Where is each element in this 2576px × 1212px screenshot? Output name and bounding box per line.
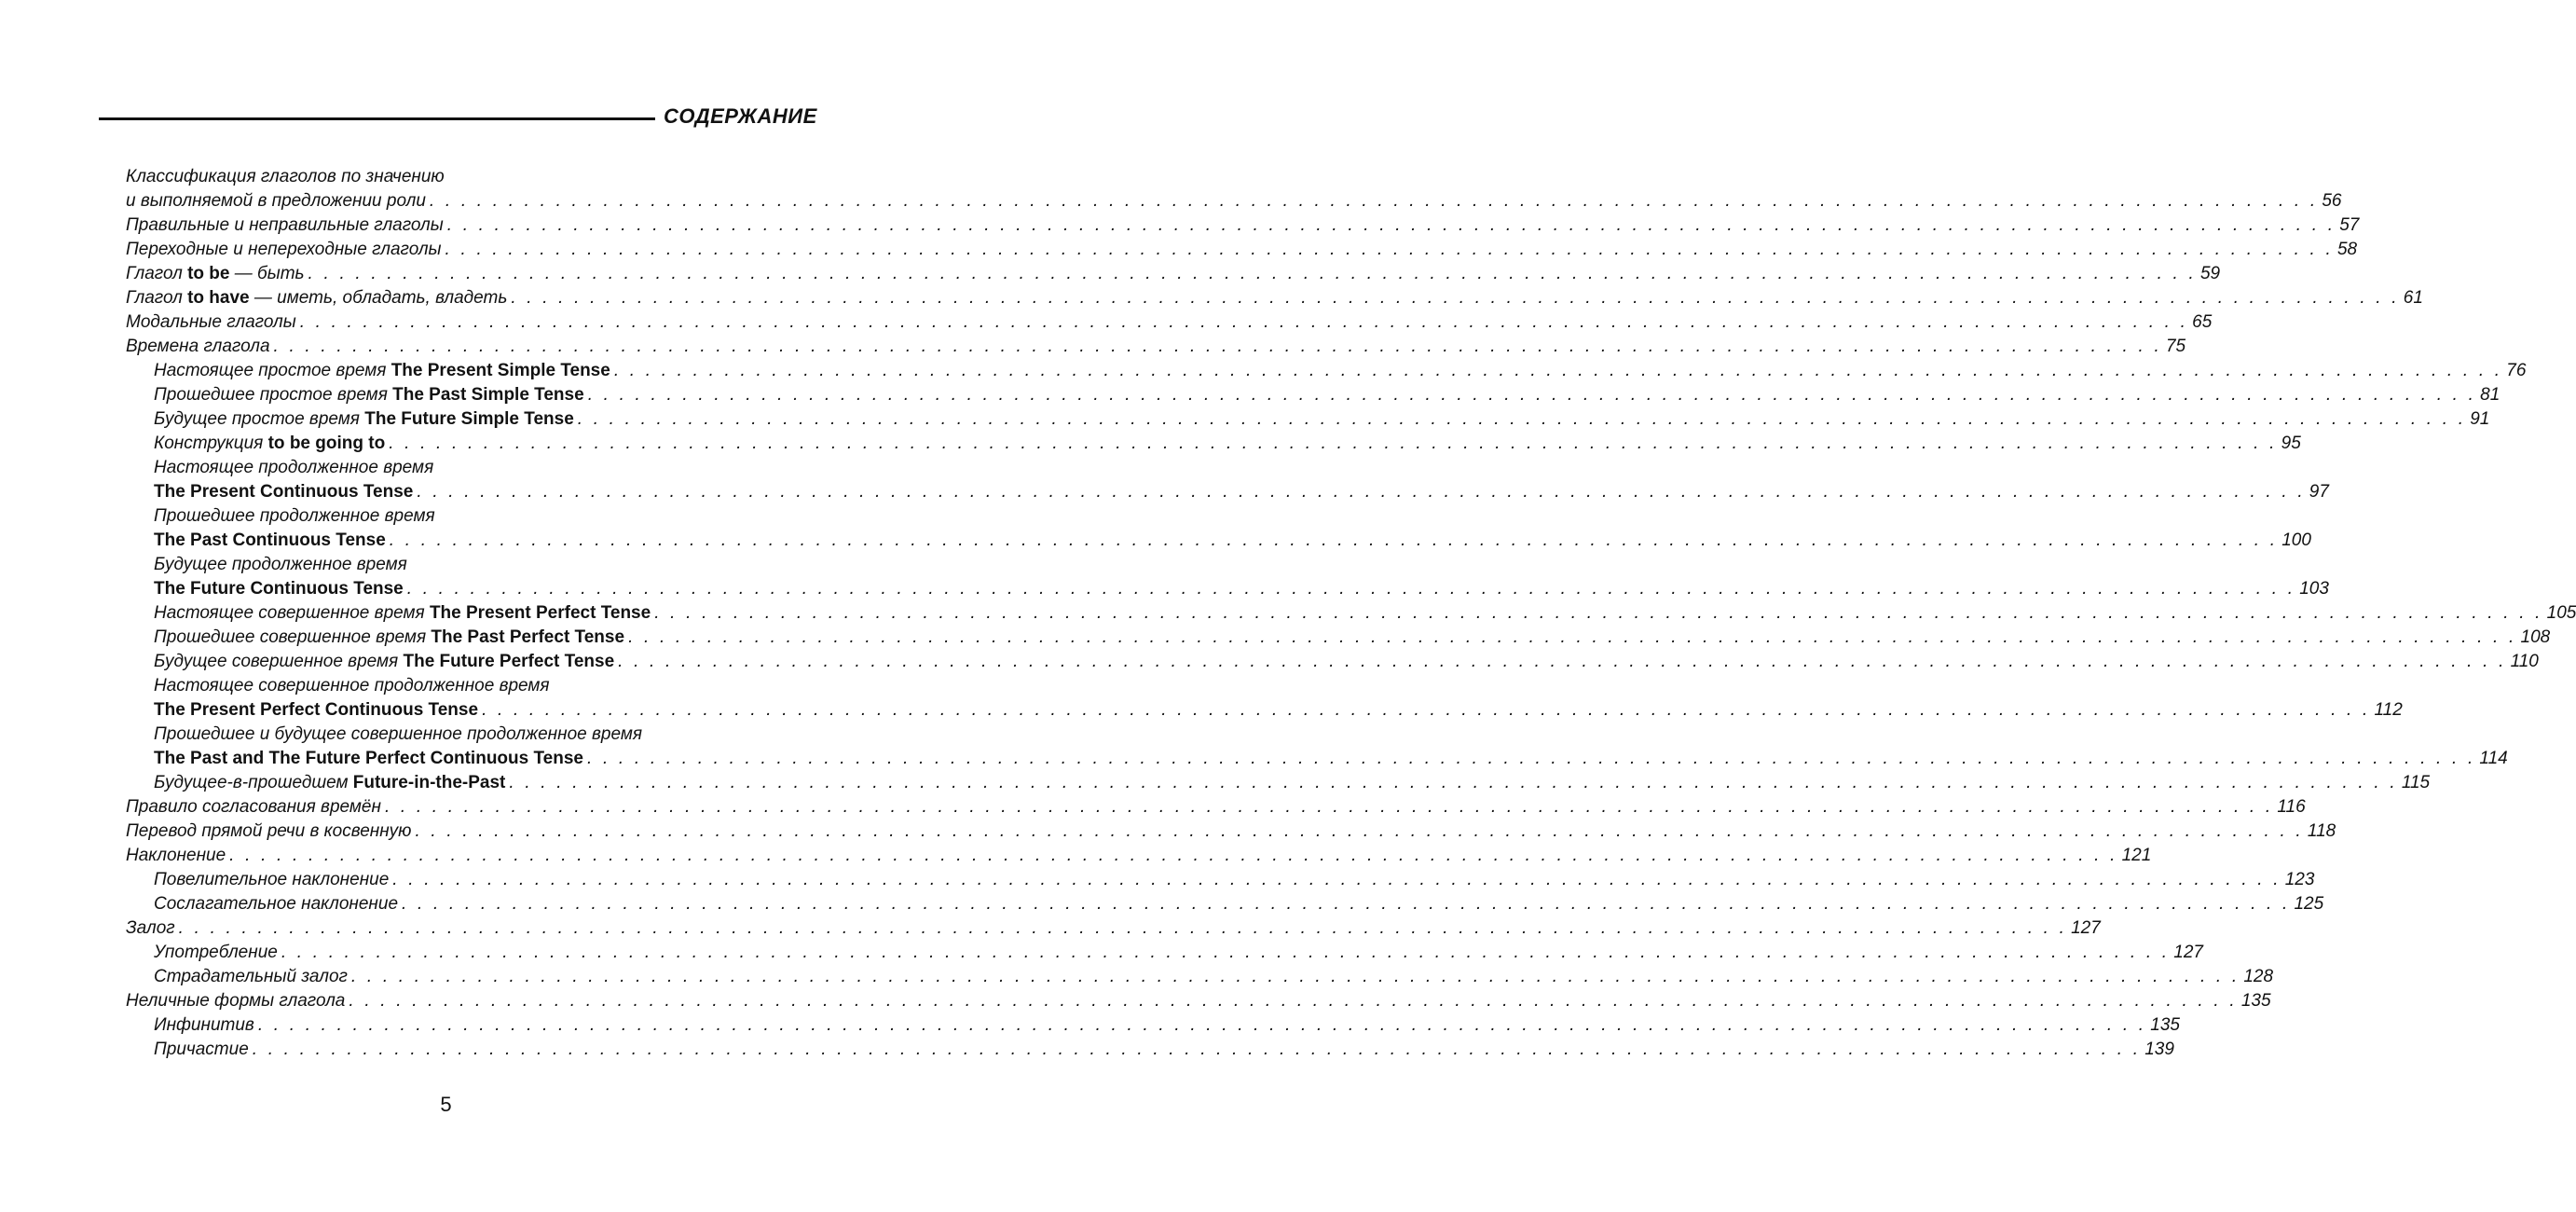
toc-entry-title: [154, 965, 348, 989]
toc-entry-text: Перевод прямой речи в косвенную: [126, 821, 412, 841]
toc-leader-dots: . . . . . . . . . . . . . . . . . . . . . . . . . . . . . . . . . . . . . . . . . . . . . . . . . . . . . . . . . . . . . . . . . . . . . . . . . . . . . . . . . . . . . . . . . . . . . . . . . . . . . . . . . . . . . . . . . . . . . . . .: [308, 264, 2197, 283]
toc-entry-title: [154, 383, 584, 407]
toc-leader-dots: . . . . . . . . . . . . . . . . . . . . . . . . . . . . . . . . . . . . . . . . . . . . . . . . . . . . . . . . . . . . . . . . . . . . . . . . . . . . . . . . . . . . . . . . . . . . . . . . . . . . . . . . . . . . . . . . . . . . . . . .: [349, 991, 2238, 1011]
toc-entry-title: [154, 650, 614, 674]
toc-page-number: 57: [2339, 215, 2360, 235]
toc-entry: [126, 819, 2336, 844]
toc-leader-dots: . . . . . . . . . . . . . . . . . . . . . . . . . . . . . . . . . . . . . . . . . . . . . . . . . . . . . . . . . . . . . . . . . . . . . . . . . . . . . . . . . . . . . . . . . . . . . . . . . . . . . . . . . . . . . . . . . . . . . . . .: [350, 967, 2240, 986]
toc-entry: [126, 262, 2221, 286]
toc-entry-term: The Present Continuous Tense: [154, 482, 414, 502]
toc-entry-text: — иметь, обладать, владеть: [249, 288, 508, 308]
toc-entry-text: Повелительное наклонение: [154, 870, 390, 889]
toc-entry: [126, 674, 788, 698]
toc-leader-dots: . . . . . . . . . . . . . . . . . . . . . . . . . . . . . . . . . . . . . . . . . . . . . . . . . . . . . . . . . . . . . . . . . . . . . . . . . . . . . . . . . . . . . . . . . . . . . . . . . . . . . . . . . . . . . . . . . . . . . . . .: [389, 530, 2279, 550]
toc-entry: [126, 504, 788, 529]
toc-entry: [126, 892, 2324, 916]
toc-entry-title: [154, 1038, 249, 1062]
toc-page-number: 114: [2479, 749, 2508, 768]
toc-entry-text: Залог: [126, 918, 175, 938]
toc-entry: [126, 771, 2431, 795]
toc-entry-text: Инфинитив: [154, 1015, 254, 1035]
toc-page-number: 123: [2284, 870, 2315, 889]
toc-leader-dots: . . . . . . . . . . . . . . . . . . . . . . . . . . . . . . . . . . . . . . . . . . . . . . . . . . . . . . . . . . . . . . . . . . . . . . . . . . . . . . . . . . . . . . . . . . . . . . . . . . . . . . . . . . . . . . . . . . . . . . . .: [273, 337, 2162, 356]
page-number: 5: [440, 1093, 452, 1116]
toc-page-number: 103: [2299, 579, 2329, 599]
toc-entry-text: — быть: [229, 264, 305, 283]
toc-leader-dots: . . . . . . . . . . . . . . . . . . . . . . . . . . . . . . . . . . . . . . . . . . . . . . . . . . . . . . . . . . . . . . . . . . . . . . . . . . . . . . . . . . . . . . . . . . . . . . . . . . . . . . . . . . . . . . . . . . . . . . . .: [402, 894, 2291, 914]
toc-entry: [126, 626, 2551, 650]
toc-entry-title: [126, 165, 445, 189]
toc-entry: [126, 577, 2329, 601]
toc-page-number: 95: [2281, 434, 2301, 453]
toc-page-number: 121: [2121, 846, 2152, 865]
toc-entry-title: [154, 359, 610, 383]
toc-entry: [126, 529, 2311, 553]
toc-entry: [126, 432, 2301, 456]
toc-page-number: 105: [2546, 603, 2576, 623]
toc-entry-term: Future-in-the-Past: [352, 773, 506, 792]
toc-entry-text: Настоящее совершенное время: [154, 603, 430, 623]
toc-leader-dots: . . . . . . . . . . . . . . . . . . . . . . . . . . . . . . . . . . . . . . . . . . . . . . . . . . . . . . . . . . . . . . . . . . . . . . . . . . . . . . . . . . . . . . . . . . . . . . . . . . . . . . . . . . . . . . . . . . . . . . . .: [281, 943, 2171, 962]
toc-entry-text: Переходные и непереходные глаголы: [126, 240, 442, 259]
toc-entry-term: The Present Simple Tense: [391, 361, 610, 380]
toc-page-number: 76: [2506, 361, 2527, 380]
toc-entry-term: The Past Perfect Tense: [431, 627, 625, 647]
toc-page-number: 65: [2192, 312, 2213, 332]
toc-entry-title: [126, 916, 175, 941]
toc-leader-dots: . . . . . . . . . . . . . . . . . . . . . . . . . . . . . . . . . . . . . . . . . . . . . . . . . . . . . . . . . . . . . . . . . . . . . . . . . . . . . . . . . . . . . . . . . . . . . . . . . . . . . . . . . . . . . . . . . . . . . . . .: [587, 385, 2477, 405]
toc-entry: [126, 407, 2490, 432]
toc-entry-text: Настоящее продолженное время: [154, 458, 434, 477]
toc-page-number: 59: [2199, 264, 2221, 283]
toc-entry-title: [126, 844, 226, 868]
toc-entry-text: Неличные формы глагола: [126, 991, 346, 1011]
toc-entry-text: Будущее совершенное время: [154, 652, 404, 671]
toc-page-number: 108: [2520, 627, 2551, 647]
toc-entry-text: Глагол: [126, 288, 188, 308]
toc-leader-dots: . . . . . . . . . . . . . . . . . . . . . . . . . . . . . . . . . . . . . . . . . . . . . . . . . . . . . . . . . . . . . . . . . . . . . . . . . . . . . . . . . . . . . . . . . . . . . . . . . . . . . . . . . . . . . . . . . . . . . . . .: [252, 1040, 2142, 1059]
toc-leader-dots: . . . . . . . . . . . . . . . . . . . . . . . . . . . . . . . . . . . . . . . . . . . . . . . . . . . . . . . . . . . . . . . . . . . . . . . . . . . . . . . . . . . . . . . . . . . . . . . . . . . . . . . . . . . . . . . . . . . . . . . .: [406, 579, 2296, 599]
toc-leader-dots: . . . . . . . . . . . . . . . . . . . . . . . . . . . . . . . . . . . . . . . . . . . . . . . . . . . . . . . . . . . . . . . . . . . . . . . . . . . . . . . . . . . . . . . . . . . . . . . . . . . . . . . . . . . . . . . . . . . . . . . .: [389, 434, 2278, 453]
toc-entry-title: [154, 456, 433, 480]
toc-entry-term: The Future Continuous Tense: [154, 579, 404, 599]
toc-entry-title: [126, 213, 444, 238]
toc-entry-text: Настоящее простое время: [154, 361, 391, 380]
toc-entry-text: и выполняемой в предложении роли: [126, 191, 426, 211]
toc-leader-dots: . . . . . . . . . . . . . . . . . . . . . . . . . . . . . . . . . . . . . . . . . . . . . . . . . . . . . . . . . . . . . . . . . . . . . . . . . . . . . . . . . . . . . . . . . . . . . . . . . . . . . . . . . . . . . . . . . . . . . . . .: [299, 312, 2189, 332]
toc-entry-text: Причастие: [154, 1040, 249, 1059]
toc-entry-title: [154, 892, 398, 916]
toc-entry-term: The Past and The Future Perfect Continuous Tense: [154, 749, 583, 768]
toc-entry-text: Конструкция: [154, 434, 268, 453]
toc-entry-term: to be: [187, 264, 230, 283]
toc-entry-title: [126, 262, 305, 286]
toc-entry-title: [154, 504, 435, 529]
toc-entry: [126, 383, 2501, 407]
toc-leader-dots: . . . . . . . . . . . . . . . . . . . . . . . . . . . . . . . . . . . . . . . . . . . . . . . . . . . . . . . . . . . . . . . . . . . . . . . . . . . . . . . . . . . . . . . . . . . . . . . . . . . . . . . . . . . . . . . . . . . . . . . .: [257, 1015, 2147, 1035]
toc-entry: [126, 650, 2539, 674]
toc-entry-term: The Future Perfect Tense: [403, 652, 615, 671]
toc-entry-title: [154, 626, 624, 650]
toc-entry-term: The Present Perfect Continuous Tense: [154, 700, 479, 720]
toc-entry: [126, 286, 2423, 310]
toc-entry-title: [154, 432, 385, 456]
toc-entry: [126, 165, 788, 189]
toc-page-number: 58: [2336, 240, 2358, 259]
toc-entry: [126, 480, 2329, 504]
toc-entry-text: Глагол: [126, 264, 188, 283]
toc-leader-dots: . . . . . . . . . . . . . . . . . . . . . . . . . . . . . . . . . . . . . . . . . . . . . . . . . . . . . . . . . . . . . . . . . . . . . . . . . . . . . . . . . . . . . . . . . . . . . . . . . . . . . . . . . . . . . . . . . . . . . . . .: [229, 846, 2118, 865]
toc-entry: [126, 310, 2213, 335]
toc-entry-text: Будущее-в-прошедшем: [154, 773, 353, 792]
toc-entry-term: The Present Perfect Tense: [429, 603, 651, 623]
toc-entry: [126, 795, 2306, 819]
toc-leader-dots: . . . . . . . . . . . . . . . . . . . . . . . . . . . . . . . . . . . . . . . . . . . . . . . . . . . . . . . . . . . . . . . . . . . . . . . . . . . . . . . . . . . . . . . . . . . . . . . . . . . . . . . . . . . . . . . . . . . . . . . .: [178, 918, 2068, 938]
toc-page-number: 75: [2165, 337, 2186, 356]
toc-entry-term: to have: [187, 288, 250, 308]
section-title: СОДЕРЖАНИЕ: [664, 104, 817, 128]
toc-page-number: 115: [2401, 773, 2431, 792]
toc-leader-dots: . . . . . . . . . . . . . . . . . . . . . . . . . . . . . . . . . . . . . . . . . . . . . . . . . . . . . . . . . . . . . . . . . . . . . . . . . . . . . . . . . . . . . . . . . . . . . . . . . . . . . . . . . . . . . . . . . . . . . . . .: [446, 215, 2336, 235]
toc-entry-title: [154, 407, 574, 432]
toc-page-number: 100: [2281, 530, 2311, 550]
toc-entry-title: [126, 819, 411, 844]
toc-entry-title: [126, 189, 426, 213]
toc-entry-title: [126, 286, 507, 310]
toc-entry-title: [126, 238, 442, 262]
toc-entry: [126, 844, 2152, 868]
toc-page-number: 127: [2071, 918, 2101, 938]
toc-entry: [126, 941, 2203, 965]
toc-page-number: 118: [2307, 821, 2336, 841]
toc-entry-text: Страдательный залог: [154, 967, 348, 986]
toc-entry: [126, 601, 2576, 626]
toc-page-number: 91: [2470, 409, 2490, 429]
toc-leader-dots: . . . . . . . . . . . . . . . . . . . . . . . . . . . . . . . . . . . . . . . . . . . . . . . . . . . . . . . . . . . . . . . . . . . . . . . . . . . . . . . . . . . . . . . . . . . . . . . . . . . . . . . . . . . . . . . . . . . . . . . .: [429, 191, 2319, 211]
toc-entry-term: The Future Simple Tense: [364, 409, 574, 429]
toc-page-number: 56: [2322, 191, 2342, 211]
toc-entry-title: [154, 577, 404, 601]
toc-entry-title: [126, 989, 345, 1013]
toc-page-number: 125: [2294, 894, 2324, 914]
toc-entry-title: [154, 480, 413, 504]
toc-leader-dots: . . . . . . . . . . . . . . . . . . . . . . . . . . . . . . . . . . . . . . . . . . . . . . . . . . . . . . . . . . . . . . . . . . . . . . . . . . . . . . . . . . . . . . . . . . . . . . . . . . . . . . . . . . . . . . . . . . . . . . . .: [417, 482, 2306, 502]
toc-entry-text: Прошедшее простое время: [154, 385, 393, 405]
toc-entry: [126, 359, 2527, 383]
toc-entry: [126, 238, 2358, 262]
toc-page-number: 127: [2173, 943, 2203, 962]
toc-entry-title: [154, 747, 583, 771]
toc-entry-title: [154, 1013, 254, 1038]
toc-entry: [126, 723, 788, 747]
toc-entry-title: [126, 795, 381, 819]
toc-entry-term: The Past Continuous Tense: [154, 530, 386, 550]
toc-page-number: 110: [2510, 652, 2539, 671]
toc-leader-dots: . . . . . . . . . . . . . . . . . . . . . . . . . . . . . . . . . . . . . . . . . . . . . . . . . . . . . . . . . . . . . . . . . . . . . . . . . . . . . . . . . . . . . . . . . . . . . . . . . . . . . . . . . . . . . . . . . . . . . . . .: [511, 288, 2400, 308]
toc-entry: [126, 456, 788, 480]
toc-entry-title: [154, 868, 389, 892]
toc-entry-title: [154, 601, 651, 626]
toc-entry-text: Будущее простое время: [154, 409, 365, 429]
toc-leader-dots: . . . . . . . . . . . . . . . . . . . . . . . . . . . . . . . . . . . . . . . . . . . . . . . . . . . . . . . . . . . . . . . . . . . . . . . . . . . . . . . . . . . . . . . . . . . . . . . . . . . . . . . . . . . . . . . . . . . . . . . .: [509, 773, 2398, 792]
toc-entry: [126, 189, 2342, 213]
toc-leader-dots: . . . . . . . . . . . . . . . . . . . . . . . . . . . . . . . . . . . . . . . . . . . . . . . . . . . . . . . . . . . . . . . . . . . . . . . . . . . . . . . . . . . . . . . . . . . . . . . . . . . . . . . . . . . . . . . . . . . . . . . .: [445, 240, 2334, 259]
toc-entry: [126, 213, 2360, 238]
toc-page-number: 139: [2144, 1040, 2174, 1059]
toc-entry-term: The Past Simple Tense: [392, 385, 584, 405]
toc-entry-term: to be going to: [267, 434, 386, 453]
toc-page-number: 61: [2403, 288, 2423, 308]
toc-leader-dots: . . . . . . . . . . . . . . . . . . . . . . . . . . . . . . . . . . . . . . . . . . . . . . . . . . . . . . . . . . . . . . . . . . . . . . . . . . . . . . . . . . . . . . . . . . . . . . . . . . . . . . . . . . . . . . . . . . . . . . . .: [628, 627, 2517, 647]
toc-leader-dots: . . . . . . . . . . . . . . . . . . . . . . . . . . . . . . . . . . . . . . . . . . . . . . . . . . . . . . . . . . . . . . . . . . . . . . . . . . . . . . . . . . . . . . . . . . . . . . . . . . . . . . . . . . . . . . . . . . . . . . . .: [384, 797, 2274, 817]
toc-entry-text: Наклонение: [126, 846, 226, 865]
toc-page-number: 128: [2243, 967, 2274, 986]
toc-entry-text: Употребление: [154, 943, 278, 962]
toc-entry: [126, 965, 2274, 989]
toc-entry: [126, 916, 2101, 941]
toc-entry: [126, 698, 2403, 723]
toc-page-number: 81: [2480, 385, 2501, 405]
toc-page-number: 116: [2277, 797, 2306, 817]
toc-leader-dots: . . . . . . . . . . . . . . . . . . . . . . . . . . . . . . . . . . . . . . . . . . . . . . . . . . . . . . . . . . . . . . . . . . . . . . . . . . . . . . . . . . . . . . . . . . . . . . . . . . . . . . . . . . . . . . . . . . . . . . . .: [482, 700, 2371, 720]
toc-leader-dots: . . . . . . . . . . . . . . . . . . . . . . . . . . . . . . . . . . . . . . . . . . . . . . . . . . . . . . . . . . . . . . . . . . . . . . . . . . . . . . . . . . . . . . . . . . . . . . . . . . . . . . . . . . . . . . . . . . . . . . . .: [577, 409, 2467, 429]
toc-entry-text: Времена глагола: [126, 337, 270, 356]
toc-entry-title: [154, 771, 505, 795]
toc-entry-text: Правильные и неправильные глаголы: [126, 215, 444, 235]
toc-entry: [126, 1038, 2174, 1062]
toc-page-number: 97: [2309, 482, 2329, 502]
toc-entry: [126, 553, 788, 577]
toc-entry-title: [154, 941, 278, 965]
toc-entry-text: Классификация глаголов по значению: [126, 167, 445, 186]
toc-entry-title: [154, 529, 386, 553]
toc-leader-dots: . . . . . . . . . . . . . . . . . . . . . . . . . . . . . . . . . . . . . . . . . . . . . . . . . . . . . . . . . . . . . . . . . . . . . . . . . . . . . . . . . . . . . . . . . . . . . . . . . . . . . . . . . . . . . . . . . . . . . . . .: [613, 361, 2503, 380]
toc-page-number: 135: [2150, 1015, 2180, 1035]
toc-entry-title: [154, 674, 550, 698]
toc-entry-title: [126, 310, 296, 335]
toc-entry-text: Модальные глаголы: [126, 312, 296, 332]
toc-entry-title: [154, 553, 407, 577]
toc-entry-title: [154, 723, 642, 747]
toc-entry: [126, 335, 2186, 359]
toc-entry-text: Прошедшее продолженное время: [154, 506, 435, 526]
toc-leader-dots: . . . . . . . . . . . . . . . . . . . . . . . . . . . . . . . . . . . . . . . . . . . . . . . . . . . . . . . . . . . . . . . . . . . . . . . . . . . . . . . . . . . . . . . . . . . . . . . . . . . . . . . . . . . . . . . . . . . . . . . .: [654, 603, 2543, 623]
toc-entry: [126, 989, 2271, 1013]
toc-leader-dots: . . . . . . . . . . . . . . . . . . . . . . . . . . . . . . . . . . . . . . . . . . . . . . . . . . . . . . . . . . . . . . . . . . . . . . . . . . . . . . . . . . . . . . . . . . . . . . . . . . . . . . . . . . . . . . . . . . . . . . . .: [586, 749, 2476, 768]
toc-entry-title: [126, 335, 270, 359]
toc-entry-text: Настоящее совершенное продолженное время: [154, 676, 550, 696]
toc-entry-title: [154, 698, 478, 723]
toc-entry: [126, 747, 2508, 771]
toc-page-number: 112: [2374, 700, 2403, 720]
toc-entry-text: Прошедшее совершенное время: [154, 627, 432, 647]
toc-entry-text: Прошедшее и будущее совершенное продолженное время: [154, 724, 642, 744]
toc-leader-dots: . . . . . . . . . . . . . . . . . . . . . . . . . . . . . . . . . . . . . . . . . . . . . . . . . . . . . . . . . . . . . . . . . . . . . . . . . . . . . . . . . . . . . . . . . . . . . . . . . . . . . . . . . . . . . . . . . . . . . . . .: [415, 821, 2304, 841]
toc-entry-text: Будущее продолженное время: [154, 555, 407, 574]
toc-page-number: 135: [2240, 991, 2271, 1011]
toc-entry: [126, 868, 2315, 892]
toc-leader-dots: . . . . . . . . . . . . . . . . . . . . . . . . . . . . . . . . . . . . . . . . . . . . . . . . . . . . . . . . . . . . . . . . . . . . . . . . . . . . . . . . . . . . . . . . . . . . . . . . . . . . . . . . . . . . . . . . . . . . . . . .: [618, 652, 2507, 671]
table-of-contents: [126, 165, 2576, 1062]
header-rule: [99, 117, 655, 120]
toc-entry-text: Правило согласования времён: [126, 797, 381, 817]
toc-entry: [126, 1013, 2180, 1038]
toc-entry-text: Сослагательное наклонение: [154, 894, 399, 914]
toc-leader-dots: . . . . . . . . . . . . . . . . . . . . . . . . . . . . . . . . . . . . . . . . . . . . . . . . . . . . . . . . . . . . . . . . . . . . . . . . . . . . . . . . . . . . . . . . . . . . . . . . . . . . . . . . . . . . . . . . . . . . . . . .: [392, 870, 2281, 889]
